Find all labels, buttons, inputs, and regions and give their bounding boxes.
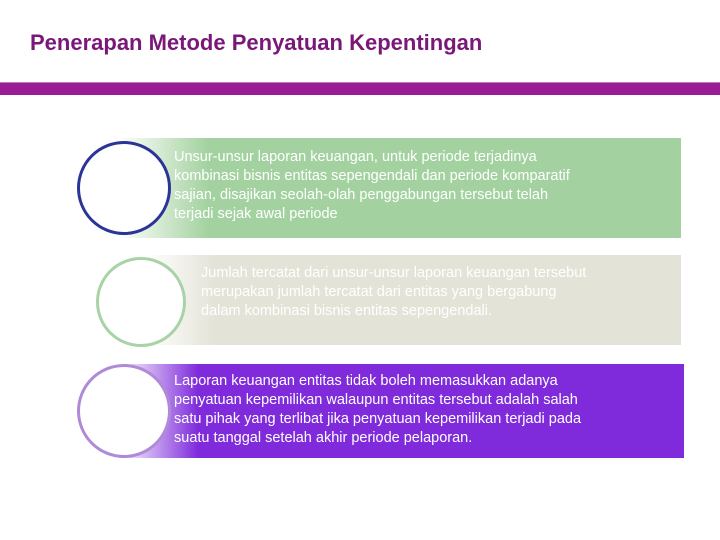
list-block-2 bbox=[145, 255, 681, 345]
title-accent-bar bbox=[0, 83, 720, 95]
list-block-1 bbox=[118, 138, 681, 238]
list-block-2-text: Jumlah tercatat dari unsur-unsur laporan keuangan tersebut merupakan jumlah tercatat dari entitas yang bergabung dalam kombinasi bisnis entitas sepengendali. bbox=[201, 265, 587, 319]
list-bullet-circle-2 bbox=[96, 257, 186, 347]
slide-title: Penerapan Metode Penyatuan Kepentingan bbox=[30, 30, 483, 55]
list-block-3 bbox=[118, 364, 684, 458]
list-bullet-circle-3 bbox=[77, 364, 171, 458]
list-bullet-circle-1 bbox=[77, 141, 171, 235]
list-block-3-text: Laporan keuangan entitas tidak boleh memasukkan adanya penyatuan kepemilikan walaupun entitas tersebut adalah salah satu pihak yang terlibat jika penyatuan kepemilikan terjadi pada suatu tanggal setelah akhir periode pelaporan. bbox=[174, 373, 582, 446]
list-block-1-text: Unsur-unsur laporan keuangan, untuk periode terjadinya kombinasi bisnis entitas sepengendali dan periode komparatif sajian, disajikan seolah-olah penggabungan tersebut telah terjadi sejak awal periode bbox=[174, 149, 570, 222]
